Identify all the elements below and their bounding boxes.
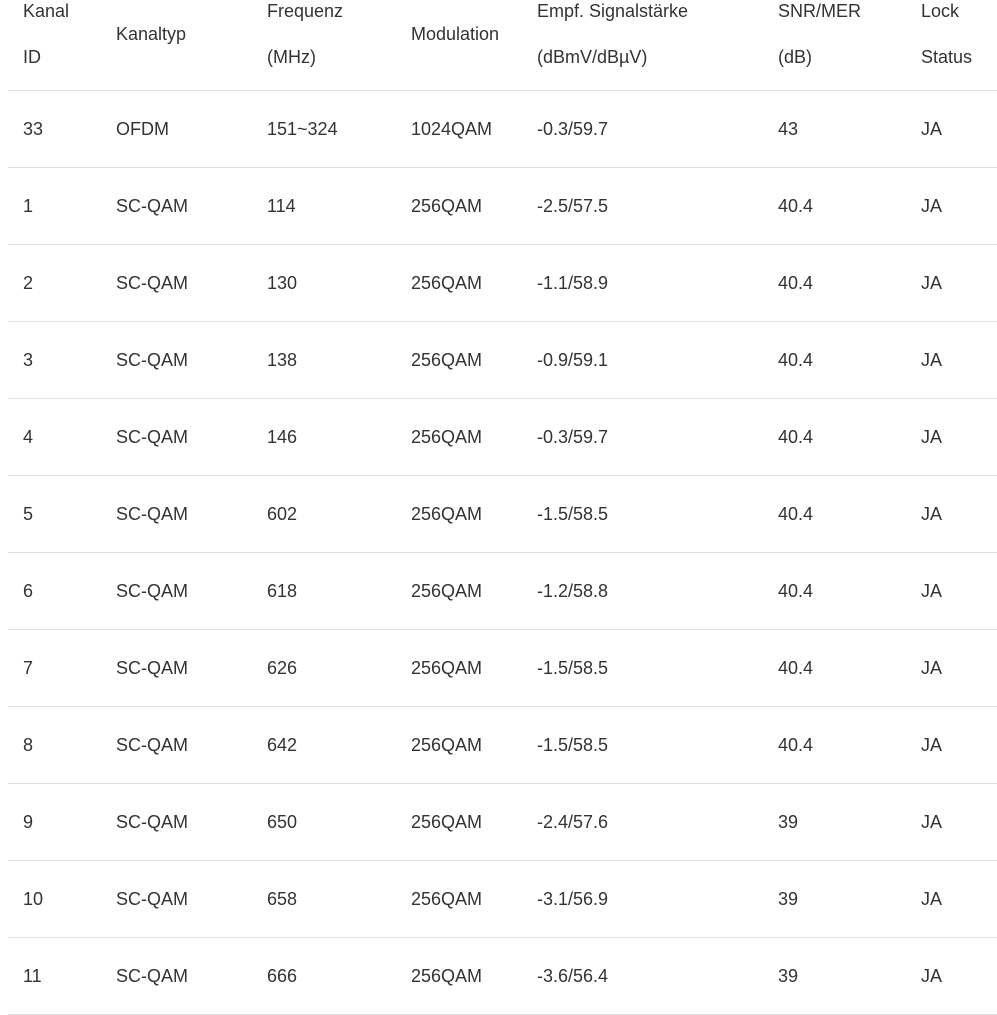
cell-channel-id: 33 — [23, 119, 44, 139]
cell-channel-id: 7 — [23, 658, 34, 678]
cell-lock-status: JA — [921, 966, 943, 986]
cell-signal-strength: -0.3/59.7 — [537, 119, 609, 139]
cell-lock-status: JA — [921, 273, 943, 293]
cell-channel-type: SC-QAM — [116, 581, 188, 601]
cell-channel-id: 10 — [23, 889, 44, 909]
cell-lock-status: JA — [921, 812, 943, 832]
cell-modulation: 256QAM — [411, 504, 483, 524]
cell-channel-type: SC-QAM — [116, 273, 188, 293]
cell-frequency: 666 — [267, 966, 298, 986]
cell-modulation: 256QAM — [411, 350, 483, 370]
cell-modulation: 256QAM — [411, 581, 483, 601]
cell-snr-mer: 43 — [778, 119, 799, 139]
cell-snr-mer: 40.4 — [778, 427, 814, 447]
table-row — [8, 168, 997, 245]
cell-snr-mer: 40.4 — [778, 504, 814, 524]
cell-frequency: 138 — [267, 350, 298, 370]
cell-snr-mer: 40.4 — [778, 196, 814, 216]
cell-channel-id: 11 — [23, 966, 42, 986]
cell-signal-strength: -0.9/59.1 — [537, 350, 609, 370]
cell-channel-type: OFDM — [116, 119, 169, 139]
cell-signal-strength: -2.4/57.6 — [537, 812, 609, 832]
header-kanal-id: Kanal ID — [23, 1, 70, 67]
cell-frequency: 618 — [267, 581, 298, 601]
cell-lock-status: JA — [921, 119, 943, 139]
cell-channel-id: 5 — [23, 504, 34, 524]
cell-channel-type: SC-QAM — [116, 735, 188, 755]
cell-channel-type: SC-QAM — [116, 504, 188, 524]
cell-snr-mer: 39 — [778, 889, 799, 909]
cell-signal-strength: -3.6/56.4 — [537, 966, 609, 986]
cell-modulation: 256QAM — [411, 966, 483, 986]
cell-lock-status: JA — [921, 735, 943, 755]
cell-signal-strength: -3.1/56.9 — [537, 889, 609, 909]
cell-modulation: 256QAM — [411, 812, 483, 832]
table-row — [8, 784, 997, 861]
table-row — [8, 707, 997, 784]
header-modulation: Modulation — [411, 24, 500, 44]
cell-lock-status: JA — [921, 504, 943, 524]
cell-frequency: 151~324 — [267, 119, 338, 139]
cell-channel-type: SC-QAM — [116, 889, 188, 909]
table-row — [8, 322, 997, 399]
header-snr-mer: SNR/MER (dB) — [778, 1, 862, 67]
table-header — [8, 0, 997, 91]
cell-signal-strength: -1.5/58.5 — [537, 658, 609, 678]
cell-channel-id: 2 — [23, 273, 34, 293]
cell-snr-mer: 39 — [778, 812, 799, 832]
cell-signal-strength: -2.5/57.5 — [537, 196, 609, 216]
table-row — [8, 630, 997, 707]
cell-channel-id: 3 — [23, 350, 34, 370]
cell-channel-type: SC-QAM — [116, 812, 188, 832]
cell-snr-mer: 40.4 — [778, 658, 814, 678]
cell-snr-mer: 40.4 — [778, 350, 814, 370]
cell-frequency: 650 — [267, 812, 298, 832]
table-row — [8, 861, 997, 938]
cell-channel-id: 8 — [23, 735, 34, 755]
cell-frequency: 130 — [267, 273, 298, 293]
cell-signal-strength: -1.5/58.5 — [537, 735, 609, 755]
cell-frequency: 658 — [267, 889, 298, 909]
cell-modulation: 256QAM — [411, 273, 483, 293]
cell-channel-type: SC-QAM — [116, 658, 188, 678]
cell-lock-status: JA — [921, 581, 943, 601]
header-frequenz: Frequenz (MHz) — [267, 1, 344, 67]
cell-signal-strength: -1.5/58.5 — [537, 504, 609, 524]
cell-frequency: 602 — [267, 504, 298, 524]
cell-snr-mer: 40.4 — [778, 735, 814, 755]
cell-channel-id: 1 — [23, 196, 34, 216]
cell-snr-mer: 39 — [778, 966, 799, 986]
cell-lock-status: JA — [921, 658, 943, 678]
cell-modulation: 256QAM — [411, 889, 483, 909]
cell-frequency: 626 — [267, 658, 298, 678]
cell-frequency: 114 — [267, 196, 296, 216]
table-row — [8, 91, 997, 168]
cell-lock-status: JA — [921, 889, 943, 909]
header-signal-strength: Empf. Signalstärke (dBmV/dBµV) — [537, 1, 689, 67]
cell-snr-mer: 40.4 — [778, 581, 814, 601]
cell-signal-strength: -0.3/59.7 — [537, 427, 609, 447]
table-row — [8, 553, 997, 630]
table-row — [8, 476, 997, 553]
cell-channel-id: 9 — [23, 812, 34, 832]
cell-modulation: 256QAM — [411, 196, 483, 216]
cell-modulation: 1024QAM — [411, 119, 493, 139]
table-row — [8, 245, 997, 322]
cell-channel-type: SC-QAM — [116, 350, 188, 370]
header-lock-status: Lock Status — [921, 1, 973, 67]
cell-lock-status: JA — [921, 196, 943, 216]
table-row — [8, 938, 997, 1015]
cell-snr-mer: 40.4 — [778, 273, 814, 293]
table-row — [8, 399, 997, 476]
cell-modulation: 256QAM — [411, 735, 483, 755]
cell-modulation: 256QAM — [411, 658, 483, 678]
cell-channel-id: 6 — [23, 581, 34, 601]
cell-signal-strength: -1.2/58.8 — [537, 581, 609, 601]
cell-frequency: 642 — [267, 735, 298, 755]
cell-signal-strength: -1.1/58.9 — [537, 273, 609, 293]
cell-lock-status: JA — [921, 350, 943, 370]
cell-modulation: 256QAM — [411, 427, 483, 447]
cell-frequency: 146 — [267, 427, 298, 447]
cell-channel-type: SC-QAM — [116, 966, 188, 986]
cell-channel-id: 4 — [23, 427, 34, 447]
cell-channel-type: SC-QAM — [116, 427, 188, 447]
header-kanaltyp: Kanaltyp — [116, 24, 187, 44]
cell-lock-status: JA — [921, 427, 943, 447]
cell-channel-type: SC-QAM — [116, 196, 188, 216]
